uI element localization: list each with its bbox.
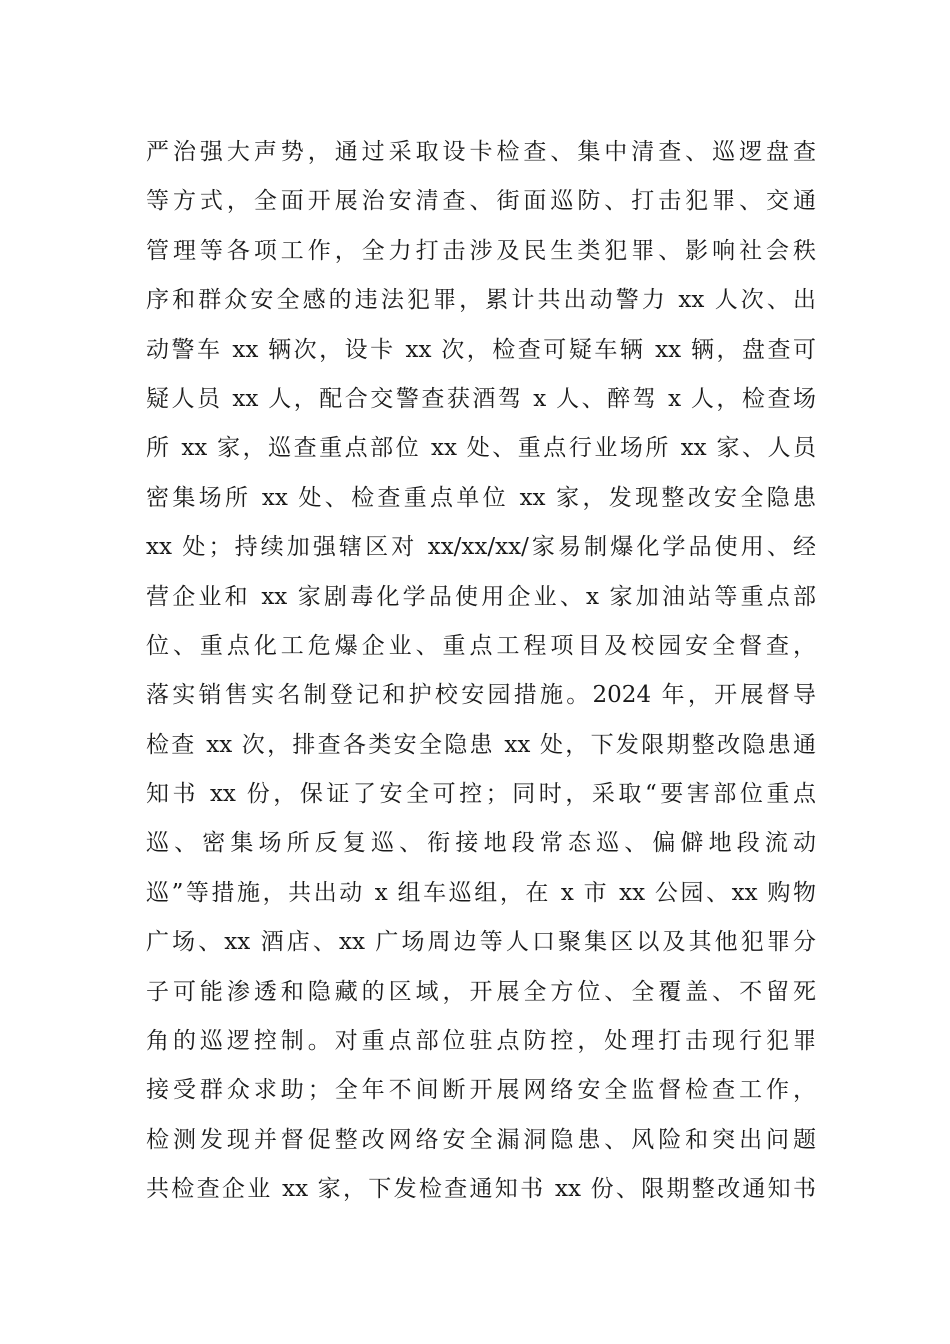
- text-line-6: 疑人员 xx 人，配合交警查获酒驾 x 人、醉驾 x 人，检查场: [146, 385, 816, 412]
- text-line-4: 序和群众安全感的违法犯罪，累计共出动警力 xx 人次、出: [146, 287, 816, 314]
- text-line-10: 营企业和 xx 家剧毒化学品使用企业、x 家加油站等重点部: [146, 583, 816, 610]
- text-line-7: 所 xx 家，巡查重点部位 xx 处、重点行业场所 xx 家、人员: [146, 435, 816, 462]
- text-line-14: 知书 xx 份，保证了安全可控；同时，采取“要害部位重点: [146, 781, 816, 808]
- text-line-21: 检测发现并督促整改网络安全漏洞隐患、风险和突出问题: [146, 1126, 816, 1153]
- text-line-8: 密集场所 xx 处、检查重点单位 xx 家，发现整改安全隐患: [146, 484, 816, 511]
- text-line-18: 子可能渗透和隐藏的区域，开展全方位、全覆盖、不留死: [146, 978, 816, 1005]
- text-line-5: 动警车 xx 辆次，设卡 xx 次，检查可疑车辆 xx 辆，盘查可: [146, 336, 816, 363]
- text-line-12: 落实销售实名制登记和护校安园措施。2024 年，开展督导: [146, 682, 816, 709]
- text-line-9: xx 处；持续加强辖区对 xx/xx/xx/家易制爆化学品使用、经: [146, 534, 816, 561]
- text-line-2: 等方式，全面开展治安清查、街面巡防、打击犯罪、交通: [146, 188, 816, 215]
- text-line-11: 位、重点化工危爆企业、重点工程项目及校园安全督查，: [146, 632, 816, 659]
- text-line-17: 广场、xx 酒店、xx 广场周边等人口聚集区以及其他犯罪分: [146, 929, 816, 956]
- body-paragraph: [146, 128, 816, 1215]
- text-line-22: 共检查企业 xx 家，下发检查通知书 xx 份、限期整改通知书: [146, 1176, 816, 1203]
- text-line-15: 巡、密集场所反复巡、衔接地段常态巡、偏僻地段流动: [146, 830, 816, 857]
- text-line-20: 接受群众求助；全年不间断开展网络安全监督检查工作，: [146, 1077, 816, 1104]
- text-line-16: 巡”等措施，共出动 x 组车巡组，在 x 市 xx 公园、xx 购物: [146, 879, 816, 906]
- text-line-19: 角的巡逻控制。对重点部位驻点防控，处理打击现行犯罪: [146, 1028, 816, 1055]
- text-line-1: 严治强大声势，通过采取设卡检查、集中清查、巡逻盘查: [146, 139, 816, 165]
- text-line-3: 管理等各项工作，全力打击涉及民生类犯罪、影响社会秩: [146, 237, 816, 264]
- text-line-13: 检查 xx 次，排查各类安全隐患 xx 处，下发限期整改隐患通: [146, 731, 816, 758]
